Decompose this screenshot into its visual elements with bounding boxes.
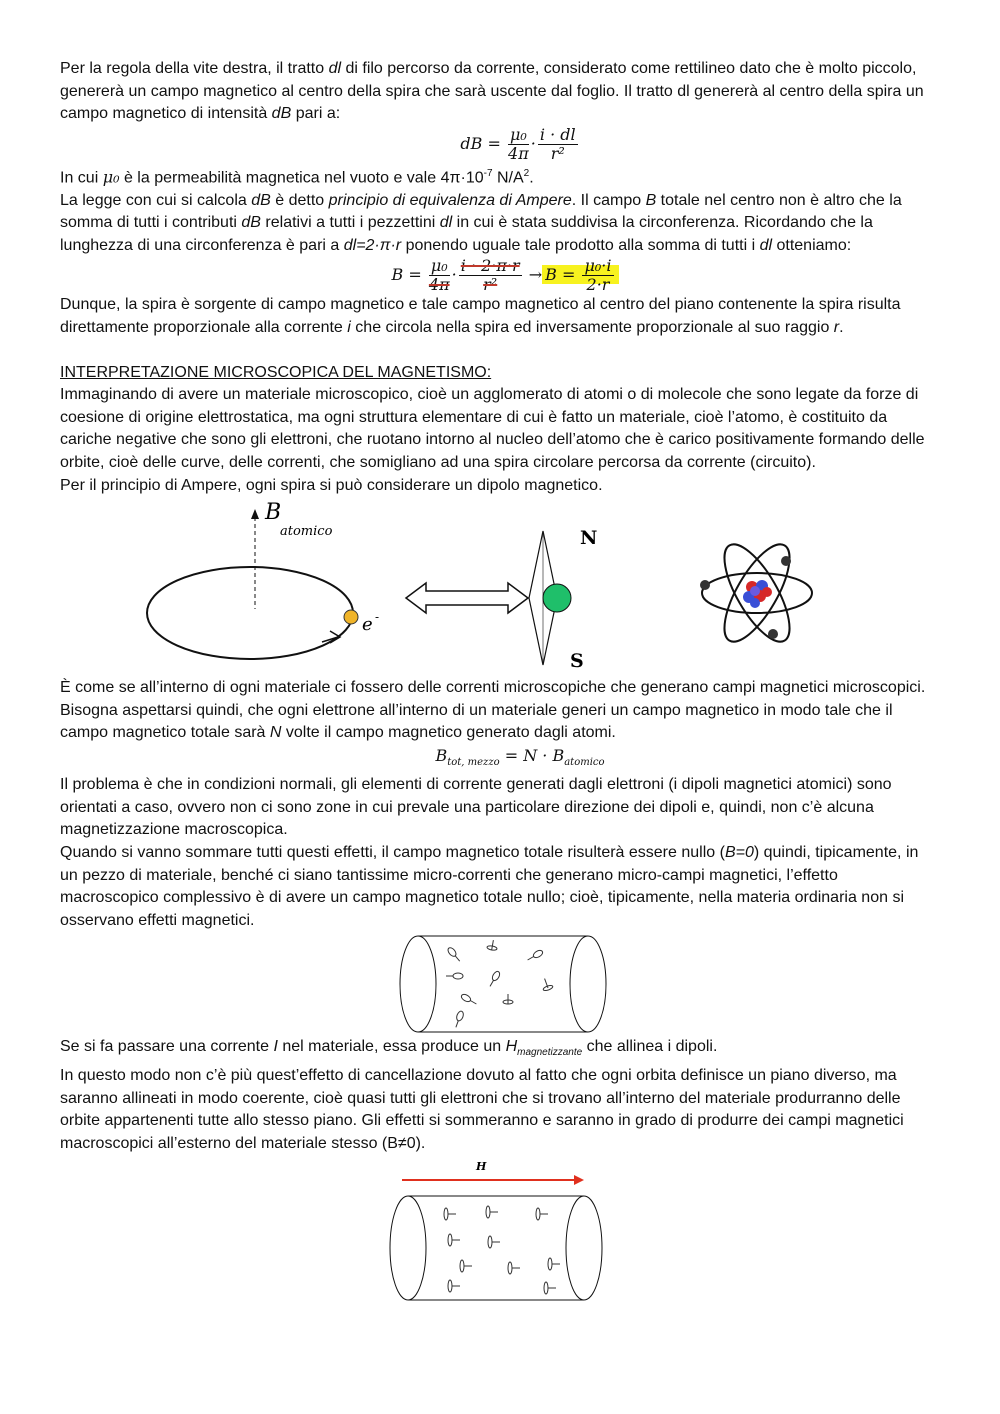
figure-orbit-dipole-atom	[60, 497, 940, 677]
paragraph-conclusione-spira: Dunque, la spira è sorgente di campo magnetico e tale campo magnetico al centro del piano contenente la spira risulta direttamente proporzionale alla corrente i che circola nella spira ed inversamente proporzionale al suo raggio r.	[60, 296, 901, 337]
paragraph-materiale-microscopico: Immaginando di avere un materiale microscopico, cioè un agglomerato di atomi o di molecole che sono legate da forze di coesione di origine elettrostatica, ma ogni struttura elementare di cui è fatto un materiale, cioè l’atomo, è costituito da cariche negative che sono gli elettroni, che ruotano intorno al nucleo dell’atomo che è carico positivamente formando delle orbite, cioè delle curve, delle correnti, che somigliano ad una spira circolare percorsa da corrente (circuito).	[60, 386, 925, 472]
paragraph-permeabilita: In cui μ₀ è la permeabilità magnetica nel vuoto e vale $4\pi\cdot 10^{-7}$ $N/A^2$.	[60, 167, 534, 187]
paragraph-allineamento: In questo modo non c’è più quest’effetto di cancellazione dovuto al fatto che ogni orbita definisce un piano diverso, ma saranno allineati in modo coerente, cioè quasi tutti gli elettroni che si trovano all’interno del materiale produrranno delle orbite appartenenti tutte allo stesso piano. Gli effetti si sommeranno e saranno in grado di produrre dei campi magnetici macroscopici all’esterno del materiale stesso (B≠0).	[60, 1067, 904, 1152]
result-highlight: B = $\frac{\text{μ₀·i}}{2\cdot r}$	[542, 265, 618, 284]
b-atomico-subscript: atomico	[280, 524, 333, 540]
cylinder-left-end	[400, 936, 436, 1032]
electron-charge: -	[375, 610, 380, 625]
paragraph-vite-destra: Per la regola della vite destra, il tratto dl di filo percorso da corrente, considerato come rettilineo dato che è molto piccolo, genererà un campo magnetico al centro della spira che sarà uscente dal foglio. Il tratto dl genererà al centro della spira un campo magnetico di intensità dB pari a:	[60, 60, 924, 123]
paragraph-principio-ampere: La legge con cui si calcola dB è detto principio di equivalenza di Ampere. Il campo B totale nel centro non è altro che la somma di tutti i contributi dB relativi a tutti i pezzettini dl in cui è stata suddivisa la circonferenza. Ricordando che la lunghezza di una circonferenza è pari a dl=2·π·r ponendo uguale tale prodotto alla somma di tutti i dl otteniamo:	[60, 191, 902, 254]
paragraph-corrente-I: Se si fa passare una corrente I nel materiale, essa produce un $H_{magnetizzante}$ che allinea i dipoli.	[60, 1038, 718, 1059]
random-dipoles	[446, 940, 553, 1029]
b-atomico-label: B	[265, 500, 282, 526]
cylinder-left-end-2	[390, 1196, 426, 1300]
dipole-center-dot	[543, 584, 571, 612]
paragraph-correnti-microscopiche: È come se all’interno di ogni materiale ci fossero delle correnti microscopiche che generano campi magnetici microscopici. Bisogna aspettarsi quindi, che ogni elettrone all’interno di un materiale generi un campo magnetico in modo tale che il campo magnetico totale sarà N volte il campo magnetico generato dagli atomi.	[60, 679, 926, 742]
south-label: S	[570, 650, 584, 673]
document-page	[60, 58, 940, 1306]
paragraph-campo-nullo: Quando si vanno sommare tutti questi effetti, il campo magnetico totale risulterà essere nullo (B=0) quindi, tipicamente, in un pezzo di materiale, benché ci siano tantissime micro-correnti che generano micro-campi magnetici, l’effetto macroscopico complessivo è di avere un campo magnetico totale nullo; cioè, tipicamente, nella materia ordinaria non si osservano effetti magnetici.	[60, 843, 919, 929]
figure-random-dipoles	[60, 932, 940, 1036]
figure-aligned-dipoles	[60, 1156, 940, 1306]
atom-icon	[700, 536, 812, 651]
h-label: H	[476, 1159, 487, 1173]
electron-dot	[344, 610, 358, 624]
orbit-ellipse	[147, 567, 353, 659]
aligned-dipoles	[444, 1206, 560, 1294]
paragraph-dipolo: Per il principio di Ampere, ogni spira si può considerare un dipolo magnetico.	[60, 476, 603, 494]
cylinder-right-end	[570, 936, 606, 1032]
equation-B-tot-mezzo: $B_{tot, mezzo} = N \cdot B_{atomico}$	[435, 746, 605, 769]
electron-label: e	[362, 614, 373, 636]
equation-dB: dB = $\frac{\text{μ₀}}{4\pi}$ · $\frac{i \cdot dl}{\text{r²}}$	[460, 124, 576, 163]
b-arrow-head	[251, 509, 259, 519]
cylinder-right-end-2	[566, 1196, 602, 1300]
section-heading: INTERPRETAZIONE MICROSCOPICA DEL MAGNETISMO:	[60, 363, 492, 381]
north-label: N	[580, 527, 598, 550]
equation-B-total: B = $\frac{\text{μ₀}}{4\pi}$ · $\frac{i \cdot 2\cdot\pi\cdot r}{\text{r²}}$ → B = $\frac{\text{μ₀·i}}{2\cdot r}$	[70, 257, 940, 294]
equivalence-double-arrow	[406, 583, 528, 613]
paragraph-dipoli-casuali: Il problema è che in condizioni normali, gli elementi di corrente generati dagli elettroni (i dipoli magnetici atomici) sono orientati a caso, ovvero non ci sono zone in cui prevale una particolare direzione dei dipoli e, quindi, non c’è alcuna magnetizzazione macroscopica.	[60, 776, 892, 839]
